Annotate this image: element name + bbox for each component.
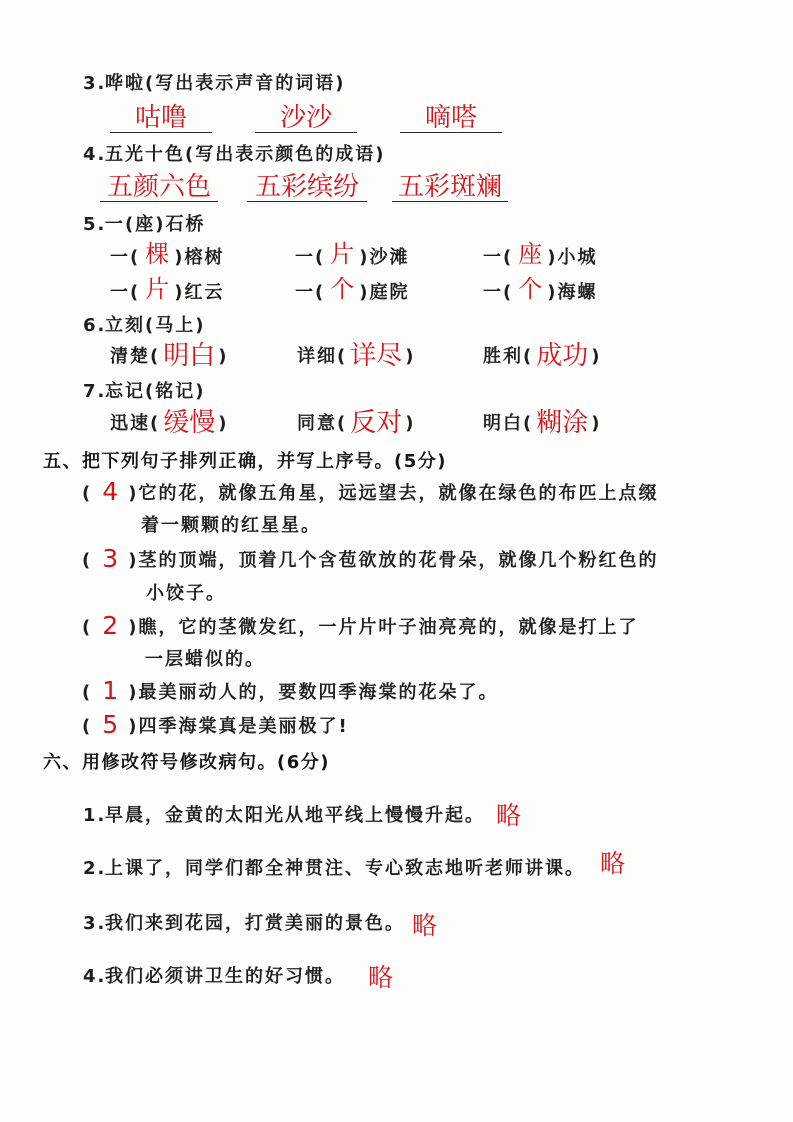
s6-item2-number: 2.: [83, 858, 107, 879]
q5-row1-item2-pre: 一(: [295, 247, 326, 268]
q3-answer-3: 嘀嗒: [400, 104, 502, 133]
q6-item2-answer: 详尽: [350, 341, 403, 371]
sentence-4: [82, 676, 499, 705]
section6-title: 六、用修改符号修改病句。(6分): [43, 752, 330, 773]
q5-row1-item3-post: )小城: [547, 247, 598, 268]
sentence-3-order: 2: [102, 611, 119, 640]
q4-prompt: 五光十色(写出表示颜色的成语): [105, 144, 386, 165]
q6-item3-pre: 胜利(: [483, 346, 534, 367]
s6-item3-answer: 略: [412, 911, 438, 940]
s6-item4-answer: 略: [368, 963, 394, 992]
q5-row2-item1-post: )红云: [174, 282, 225, 303]
q5-row1-item3-pre: 一(: [483, 247, 514, 268]
q6-number: 6.: [83, 315, 107, 336]
q6-item2-post: ): [405, 346, 416, 367]
q6-item1: [110, 341, 229, 371]
sentence-1-order: 4: [102, 477, 119, 506]
q5-row2-item3-answer: 个: [518, 275, 543, 303]
q5-row2-item3: [483, 275, 598, 303]
q5-row1-item3: [483, 240, 598, 268]
s6-item2-answer: 略: [600, 849, 626, 878]
q7-item3-post: ): [591, 413, 602, 434]
q7-item2-pre: 同意(: [297, 413, 348, 434]
s6-item4-number: 4.: [83, 966, 107, 987]
sentence-2-open-paren: (: [82, 550, 93, 571]
s6-item2-text: 上课了，同学们都全神贯注、专心致志地听老师讲课。: [105, 858, 585, 879]
q5-row1-item3-answer: 座: [518, 240, 543, 268]
sentence-3: [82, 611, 639, 640]
s6-item3-text: 我们来到花园，打赏美丽的景色。: [105, 913, 405, 934]
q7-item3-pre: 明白(: [483, 413, 534, 434]
sentence-1-open-paren: (: [82, 483, 93, 504]
q7-item1-post: ): [218, 413, 229, 434]
sentence-3-text-cont: 一层蜡似的。: [145, 649, 265, 670]
q5-row1-item2-answer: 片: [330, 240, 355, 268]
q7-item1: [110, 408, 229, 438]
q6-item1-answer: 明白: [163, 341, 216, 371]
q3-prompt: 哗啦(写出表示声音的词语): [105, 73, 346, 94]
section5-title: 五、把下列句子排列正确，并写上序号。(5分): [43, 451, 447, 472]
q5-row2-item2-post: )庭院: [359, 282, 410, 303]
q5-number: 5.: [83, 214, 107, 235]
q5-row1-item1: [110, 240, 225, 268]
q4-answer-1: 五颜六色: [100, 173, 218, 202]
q5-prompt: 一(座)石桥: [105, 214, 206, 235]
sentence-2-text: 茎的顶端，顶着几个含苞欲放的花骨朵，就像几个粉红色的: [138, 550, 659, 571]
sentence-5-close-paren: ): [128, 716, 139, 737]
q5-row1-item2-post: )沙滩: [359, 247, 410, 268]
q5-row2-item3-post: )海螺: [547, 282, 598, 303]
sentence-5-order: 5: [102, 710, 119, 739]
q4-answer-2: 五彩缤纷: [247, 173, 367, 202]
sentence-2-text-cont: 小饺子。: [146, 583, 226, 604]
sentence-3-text: 瞧，它的茎微发红，一片片叶子油亮亮的，就像是打上了: [138, 617, 639, 638]
q5-row2-item3-pre: 一(: [483, 282, 514, 303]
q6-item3-post: ): [591, 346, 602, 367]
q5-row2-item2: [295, 275, 410, 303]
q7-item2: [297, 408, 416, 438]
q6-item3: [483, 341, 602, 371]
q6-item1-pre: 清楚(: [110, 346, 161, 367]
sentence-3-close-paren: ): [128, 617, 139, 638]
s6-item3-number: 3.: [83, 913, 107, 934]
q7-number: 7.: [83, 381, 107, 402]
sentence-5: [82, 710, 349, 739]
q7-prompt: 忘记(铭记): [105, 381, 206, 402]
q3-answer-1: 咕噜: [110, 104, 212, 133]
sentence-1-text: 它的花，就像五角星，远远望去，就像在绿色的布匹上点缀: [138, 483, 659, 504]
q7-item1-pre: 迅速(: [110, 413, 161, 434]
sentence-5-text: 四季海棠真是美丽极了!: [138, 716, 349, 737]
q5-row1-item1-post: )榕树: [174, 247, 225, 268]
q5-row1-item1-pre: 一(: [110, 247, 141, 268]
sentence-2-order: 3: [102, 544, 119, 573]
q5-row2-item1-pre: 一(: [110, 282, 141, 303]
s6-item1-text: 早晨，金黄的太阳光从地平线上慢慢升起。: [105, 805, 485, 826]
q5-row1-item2: [295, 240, 410, 268]
sentence-4-open-paren: (: [82, 682, 93, 703]
sentence-2: [82, 544, 659, 573]
q3-answer-2: 沙沙: [255, 104, 357, 133]
q4-number: 4.: [83, 144, 107, 165]
sentence-4-close-paren: ): [128, 682, 139, 703]
s6-item1-number: 1.: [83, 805, 107, 826]
q6-item1-post: ): [218, 346, 229, 367]
sentence-4-order: 1: [102, 676, 119, 705]
q7-item1-answer: 缓慢: [163, 408, 216, 438]
q7-item2-post: ): [405, 413, 416, 434]
sentence-3-open-paren: (: [82, 617, 93, 638]
q7-item3-answer: 糊涂: [536, 408, 589, 438]
q7-item3: [483, 408, 602, 438]
q4-answer-3: 五彩斑斓: [392, 173, 508, 202]
sentence-1-text-cont: 着一颗颗的红星星。: [141, 515, 321, 536]
q6-item3-answer: 成功: [536, 341, 589, 371]
sentence-5-open-paren: (: [82, 716, 93, 737]
q7-item2-answer: 反对: [350, 408, 403, 438]
q6-item2: [297, 341, 416, 371]
sentence-2-close-paren: ): [128, 550, 139, 571]
q5-row2-item2-pre: 一(: [295, 282, 326, 303]
sentence-1-close-paren: ): [128, 483, 139, 504]
sentence-1: [82, 477, 659, 506]
q3-number: 3.: [83, 73, 107, 94]
q5-row2-item1: [110, 275, 225, 303]
q5-row1-item1-answer: 棵: [145, 240, 170, 268]
sentence-4-text: 最美丽动人的，要数四季海棠的花朵了。: [138, 682, 499, 703]
q5-row2-item2-answer: 个: [330, 275, 355, 303]
q5-row2-item1-answer: 片: [145, 275, 170, 303]
s6-item4-text: 我们必须讲卫生的好习惯。: [105, 966, 345, 987]
q6-item2-pre: 详细(: [297, 346, 348, 367]
s6-item1-answer: 略: [496, 801, 522, 830]
q6-prompt: 立刻(马上): [105, 315, 206, 336]
